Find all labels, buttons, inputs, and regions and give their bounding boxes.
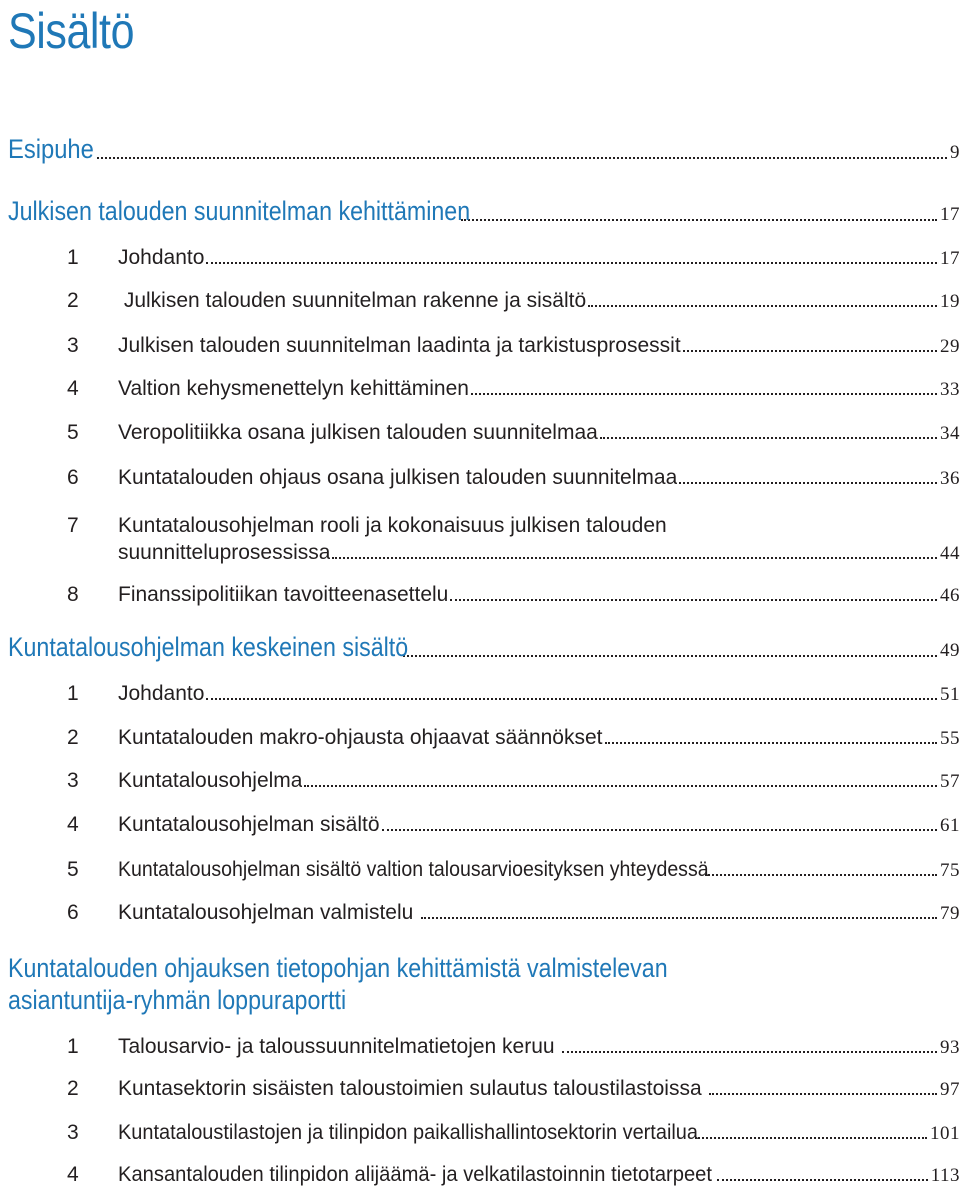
- entry-title: Kuntatalouden makro-ohjausta ohjaavat säännökset: [118, 726, 603, 749]
- entry-title: Valtion kehysmenettelyn kehittäminen: [118, 377, 469, 400]
- page-number: 113: [930, 1165, 960, 1186]
- entry-number: 4: [67, 813, 79, 836]
- page-number: 93: [940, 1037, 960, 1058]
- entry-number: 7: [67, 514, 79, 537]
- page-number: 33: [940, 379, 960, 400]
- page-number: 34: [940, 423, 960, 444]
- entry-title: Johdanto: [118, 246, 205, 269]
- dot-leader: [471, 393, 937, 395]
- page-number: 79: [940, 903, 960, 924]
- dot-leader: [588, 305, 937, 307]
- section-title: Julkisen talouden suunnitelman kehittäminen: [8, 196, 471, 226]
- entry-number: 1: [67, 1035, 79, 1058]
- entry-title: Finanssipolitiikan tavoitteenasettelu: [118, 583, 449, 606]
- entry-title: Kuntasektorin sisäisten taloustoimien sulautus taloustilastoissa: [118, 1077, 708, 1100]
- dot-leader: [717, 1179, 928, 1181]
- dot-leader: [605, 742, 938, 744]
- dot-leader: [709, 1093, 937, 1095]
- page-number: 51: [940, 684, 960, 705]
- dot-leader: [461, 219, 937, 221]
- dot-leader: [332, 557, 937, 559]
- entry-number: 8: [67, 583, 79, 606]
- page-number: 17: [940, 204, 960, 225]
- entry-title: Kuntatalousohjelman valmistelu: [118, 901, 420, 924]
- entry-number: 6: [67, 901, 79, 924]
- page-number: 9: [950, 142, 960, 163]
- entry-number: 5: [67, 858, 79, 881]
- dot-leader: [600, 437, 937, 439]
- page-title: Sisältö: [8, 3, 135, 59]
- dot-leader: [206, 698, 937, 700]
- page-number: 46: [940, 585, 960, 606]
- entry-number: 2: [67, 1077, 79, 1100]
- dot-leader: [705, 874, 937, 876]
- page-number: 49: [940, 640, 960, 661]
- section-title-line1: Kuntatalouden ohjauksen tietopohjan kehittämistä valmistelevan: [8, 953, 668, 983]
- page-number: 97: [940, 1079, 960, 1100]
- page-number: 17: [940, 248, 960, 269]
- entry-title: Kuntatalousohjelma: [118, 769, 303, 792]
- dot-leader: [421, 917, 937, 919]
- section-title: Kuntatalousohjelman keskeinen sisältö: [8, 632, 409, 662]
- dot-leader: [97, 157, 947, 159]
- entry-title: Kuntatalousohjelman sisältö valtion talousarvioesityksen yhteydessä: [118, 858, 709, 881]
- dot-leader: [695, 1137, 927, 1139]
- entry-title: Kansantalouden tilinpidon alijäämä- ja velkatilastoinnin tietotarpeet: [118, 1163, 718, 1186]
- dot-leader: [683, 350, 937, 352]
- entry-number: 3: [67, 1121, 79, 1144]
- section-title-line2: asiantuntija-ryhmän loppuraportti: [8, 985, 347, 1015]
- toc-section-julkisen-talouden[interactable]: [8, 196, 960, 227]
- entry-number: 3: [67, 769, 79, 792]
- entry-title: Johdanto: [118, 682, 205, 705]
- entry-title: suunnitteluprosessissa: [118, 541, 331, 564]
- entry-title: Julkisen talouden suunnitelman rakenne ja sisältö: [118, 289, 587, 312]
- entry-number: 2: [67, 289, 79, 312]
- page-number: 36: [940, 468, 960, 489]
- entry-number: 1: [67, 246, 79, 269]
- page-number: 75: [940, 860, 960, 881]
- entry-number: 6: [67, 466, 79, 489]
- page-number: 44: [940, 543, 960, 564]
- toc-section-kuntatalousohjelman[interactable]: [8, 632, 960, 663]
- dot-leader: [403, 655, 937, 657]
- entry-title-line1: Kuntatalousohjelman rooli ja kokonaisuus julkisen talouden: [118, 514, 667, 537]
- page-number: 61: [940, 815, 960, 836]
- toc-section-esipuhe[interactable]: [8, 134, 960, 165]
- entry-number: 4: [67, 377, 79, 400]
- entry-title: Julkisen talouden suunnitelman laadinta ja tarkistusprosessit: [118, 334, 681, 357]
- section-title: Esipuhe: [8, 134, 94, 164]
- page-number: 57: [940, 771, 960, 792]
- entry-number: 2: [67, 726, 79, 749]
- entry-number: 1: [67, 682, 79, 705]
- page-number: 19: [940, 291, 960, 312]
- dot-leader: [562, 1051, 937, 1053]
- dot-leader: [382, 829, 938, 831]
- entry-number: 4: [67, 1163, 79, 1186]
- entry-title: Kuntatalousohjelman sisältö: [118, 813, 380, 836]
- dot-leader: [679, 482, 937, 484]
- entry-title: Kuntatalouden ohjaus osana julkisen talouden suunnitelmaa: [118, 466, 678, 489]
- page-number: 101: [930, 1123, 960, 1144]
- entry-number: 3: [67, 334, 79, 357]
- dot-leader: [450, 599, 937, 601]
- page-number: 29: [940, 336, 960, 357]
- entry-title: Talousarvio- ja taloussuunnitelmatietojen keruu: [118, 1035, 561, 1058]
- entry-number: 5: [67, 421, 79, 444]
- page-number: 55: [940, 728, 960, 749]
- entry-title: Kuntataloustilastojen ja tilinpidon paikallishallintosektorin vertailua: [118, 1121, 699, 1144]
- dot-leader: [206, 262, 937, 264]
- dot-leader: [304, 785, 937, 787]
- entry-title: Veropolitiikka osana julkisen talouden suunnitelmaa: [118, 421, 598, 444]
